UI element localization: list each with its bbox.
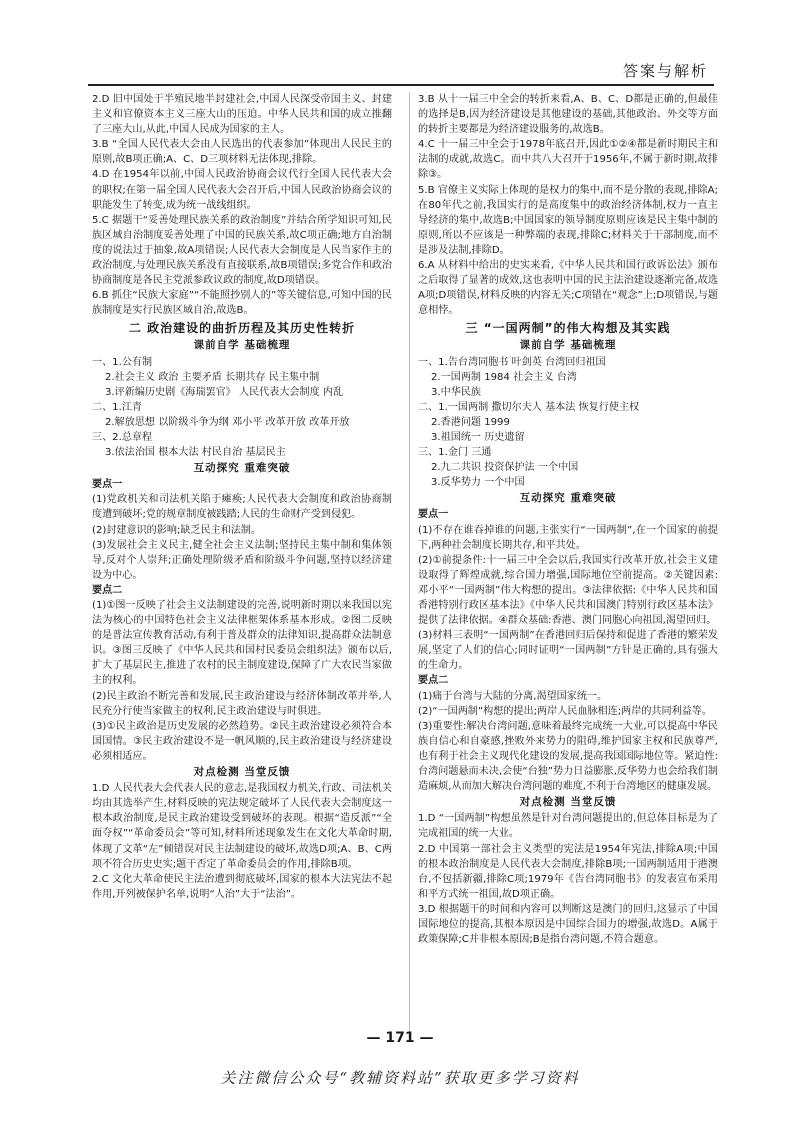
answer-item: 5.B 官僚主义实际上体现的是权力的集中,而不是分散的表现,排除A;在80年代之前,我国实行的是高度集中的政治经济体制,权力一直主导经济的集中,故选B;中国国家的领导制度原则应该是民主集中制的原则,所以不应该是一种弊端的表现,排除C;材料关于干部制度,而不是涉及法制,排除D。 bbox=[418, 184, 718, 256]
answer-item: 3.B 从十一届三中全会的转折来看,A、B、C、D都是正确的,但最佳的选择是B,因为经济建设是其他建设的基础,其他政治、外交等方面的转折主要都是为经济建设服务的,故选B。 bbox=[418, 94, 718, 136]
point-item: (1)党政机关和司法机关陷于瘫痪;人民代表大会制度和政治协商制度遭到破坏;党的规章制度被践踏;人民的生命财产受到侵犯。 bbox=[92, 494, 392, 521]
answer-item: 2.C 文化大革命使民主法治遭到彻底破坏,国家的根本大法宪法不起作用,开列被保护名单,说明“人治”大于“法治”。 bbox=[92, 873, 392, 900]
point-item: (1)痛于台湾与大陆的分离,渴望国家统一。 bbox=[418, 690, 608, 702]
point-label: 要点一 bbox=[92, 479, 123, 491]
outline-item: 三、1.金门 三通 bbox=[418, 447, 492, 459]
outline-item: 三、2.总章程 bbox=[92, 431, 153, 443]
outline-item: 2.九二共识 投资保护法 一个中国 bbox=[431, 462, 579, 474]
outline-item: 2.解放思想 以阶级斗争为纲 邓小平 改革开放 改革开放 bbox=[105, 416, 350, 428]
column-divider bbox=[409, 92, 410, 1032]
point-item: (2)“一国两制”构想的提出;两岸人民血脉相连;两岸的共同利益等。 bbox=[418, 705, 712, 717]
subsection-title: 对点检测 当堂反馈 bbox=[193, 766, 291, 779]
point-item: (1)①图一反映了社会主义法制建设的完善,说明新时期以来我国以宪法为核心的中国特色社会主义法律框架体系基本形成。②图二反映的是普法宣传教育活动,有利于普及群众的法律知识,提高群众法制意识。③图三反映了《中华人民共和国村民委员会组织法》颁布以后,扩大了基层民主,推进了农村的民主制度建设,保障了广大农民当家做主的权利。 bbox=[92, 600, 392, 687]
left-column bbox=[92, 92, 392, 902]
answer-item: 2.D 中国第一部社会主义类型的宪法是1954年宪法,排除A项;中国的根本政治制度是人民代表大会制度,排除B项;一国两制适用于港澳台,不包括新疆,排除C项;1979年《告台湾同胞书》的发表宣布采用和平方式统一祖国,故D项正确。 bbox=[418, 843, 718, 900]
outline-item: 一、1.告台湾同胞书 叶剑英 台湾回归祖国 bbox=[418, 356, 606, 368]
outline-item: 3.依法治国 根本大法 村民自治 基层民主 bbox=[105, 447, 286, 459]
outline-item: 3.反华势力 一个中国 bbox=[431, 477, 525, 489]
point-item: (3)材料三表明“一国两制”在香港回归后保持和促进了香港的繁荣发展,坚定了人们的信心;同时证明“一国两制”方针是正确的,具有强大的生命力。 bbox=[418, 630, 718, 672]
outline-item: 3.祖国统一 历史遗留 bbox=[431, 431, 525, 443]
point-item: (3)重要性:解决台湾问题,意味着最终完成统一大业,可以提高中华民族自信心和自豪感,挫败外来势力的阻碍,维护国家主权和民族尊严,也有利于社会主义现代化建设的发展,提高我国国际地位等。紧迫性:台湾问题悬而未决,会使“台独”势力日益膨胀,反华势力也会给我们制造麻烦,从而加大解决台湾问题的难度,不利于台湾地区的健康发展。 bbox=[418, 720, 718, 793]
answer-item: 6.B 抓住“民族大家庭”“不能照抄别人的”等关键信息,可知中国的民族制度是实行民族区域自治,故选B。 bbox=[92, 290, 392, 317]
point-item: (2)①前提条件:十一届三中全会以后,我国实行改革开放,社会主义建设取得了辉煌成就,综合国力增强,国际地位空前提高。②关键因素:邓小平“一国两制”伟大构想的提出。③法律依据:《中华人民共和国香港特别行政区基本法》《中华人民共和国澳门特别行政区基本法》提供了法律依据。④群众基础:香港、澳门同胞心向祖国,渴望回归。 bbox=[418, 554, 718, 627]
outline-item: 二、1.一国两制 撒切尔夫人 基本法 恢复行使主权 bbox=[418, 401, 640, 413]
subsection-title: 互动探究 重难突破 bbox=[193, 462, 291, 475]
answer-item: 1.D “一国两制”构想虽然是针对台湾问题提出的,但总体目标是为了完成祖国的统一大业。 bbox=[418, 813, 718, 840]
point-item: (3)发展社会主义民主,健全社会主义法制;坚持民主集中制和集体领导,反对个人崇拜;正确处理阶级矛盾和阶级斗争问题,坚持以经济建设为中心。 bbox=[92, 539, 392, 581]
point-item: (2)民主政治不断完善和发展,民主政治建设与经济体制改革并举,人民充分行使当家做主的权利,民主政治建设与时俱进。 bbox=[92, 690, 392, 717]
point-label: 要点一 bbox=[418, 509, 449, 521]
outline-item: 一、1.公有制 bbox=[92, 356, 153, 368]
right-column bbox=[418, 92, 718, 947]
outline-item: 二、1.江青 bbox=[92, 401, 143, 413]
header-rule bbox=[88, 84, 714, 86]
point-label: 要点二 bbox=[418, 675, 449, 687]
outline-item: 3.评新编历史剧《海瑞罢官》 人民代表大会制度 内乱 bbox=[105, 386, 344, 398]
answer-item: 3.D 根据题干的时间和内容可以判断这是澳门的回归,这显示了中国国际地位的提高,其根本原因是中国综合国力的增强,故选D。A属于政策保障;C并非根本原因;B是指台湾问题,不符合题意。 bbox=[418, 903, 718, 946]
answer-item: 6.A 从材料中给出的史实来看,《中华人民共和国行政诉讼法》颁布之后取得了显著的成效,这也表明中国的民主法治建设逐渐完备,故选A项;D项错误,材料反映的内容无关;C项错在“观念”上;D项错误,与题意相悖。 bbox=[418, 260, 718, 317]
answer-item: 4.C 十一届三中全会于1978年底召开,因此①②④都是新时期民主和法制的成就,故选C。而中共八大召开于1956年,不属于新时期,故排除③。 bbox=[418, 139, 718, 181]
subsection-title: 对点检测 当堂反馈 bbox=[519, 796, 617, 809]
point-label: 要点二 bbox=[92, 584, 123, 596]
subsection-title: 课前自学 基础梳理 bbox=[519, 339, 617, 352]
point-item: (3)①民主政治是历史发展的必然趋势。②民主政治建设必须符合本国国情。③民主政治建设不是一帆风顺的,民主政治建设与经济建设必须相适应。 bbox=[92, 720, 392, 762]
answer-item: 1.D 人民代表大会代表人民的意志,是我国权力机关,行政、司法机关均由其选举产生,材料反映的宪法规定破坏了人民代表大会制度这一根本政治制度,是民主政治建设受到破坏的表现。根据“造反派”“全面夺权”“革命委员会”等可知,材料所述现象发生在文化大革命时期,体现了文革“左”倾错误对民主法制建设的破坏,故选D项;A、B、C两项不符合历史史实;题干否定了革命委员会的作用,排除B项。 bbox=[92, 783, 392, 870]
point-item: (2)封建意识的影响;缺乏民主和法制。 bbox=[92, 524, 262, 536]
point-item: (1)不存在谁吞掉谁的问题,主张实行“一国两制”,在一个国家的前提下,两种社会制度长期共存,和平共处。 bbox=[418, 524, 718, 551]
page-number: — 171 — bbox=[366, 1030, 434, 1046]
subsection-title: 课前自学 基础梳理 bbox=[193, 339, 291, 352]
header-title: 答案与解析 bbox=[622, 62, 708, 80]
answer-item: 4.D 在1954年以前,中国人民政治协商会议代行全国人民代表大会的职权;在第一届全国人民代表大会召开后,中国人民政治协商会议的职能发生了转变,成为统一战线组织。 bbox=[92, 169, 392, 211]
footer-note: 关注微信公众号“教辅资料站”获取更多学习资料 bbox=[220, 1069, 580, 1087]
section-title: 二 政治建设的曲折历程及其历史性转折 bbox=[128, 321, 356, 336]
section-title: 三 “一国两制”的伟大构想及其实践 bbox=[465, 321, 671, 336]
answer-item: 5.C 据题干“妥善处理民族关系的政治制度”并结合所学知识可知,民族区域自治制度妥善处理了中国的民族关系,故C项正确;地方自治制度的说法过于抽象,故A项错误;人民代表大会制度是人民当家作主的政治制度,与处理民族关系没有直接联系,故B项错误;多党合作和政治协商制度是各民主党派参政议政的制度,故D项错误。 bbox=[92, 214, 392, 287]
answer-item: 3.B “全国人民代表大会由人民选出的代表参加”体现出人民民主的原则,故B项正确;A、C、D三项材料无法体现,排除。 bbox=[92, 139, 392, 166]
outline-item: 2.香港问题 1999 bbox=[431, 416, 510, 428]
outline-item: 2.一国两制 1984 社会主义 台湾 bbox=[431, 371, 577, 383]
outline-item: 2.社会主义 政治 主要矛盾 长期共存 民主集中制 bbox=[105, 371, 320, 383]
subsection-title: 互动探究 重难突破 bbox=[519, 492, 617, 505]
answer-item: 2.D 旧中国处于半殖民地半封建社会,中国人民深受帝国主义、封建主义和官僚资本主义三座大山的压迫。中华人民共和国的成立推翻了三座大山,从此,中国人民成为国家的主人。 bbox=[92, 94, 392, 136]
outline-item: 3.中华民族 bbox=[431, 386, 482, 398]
